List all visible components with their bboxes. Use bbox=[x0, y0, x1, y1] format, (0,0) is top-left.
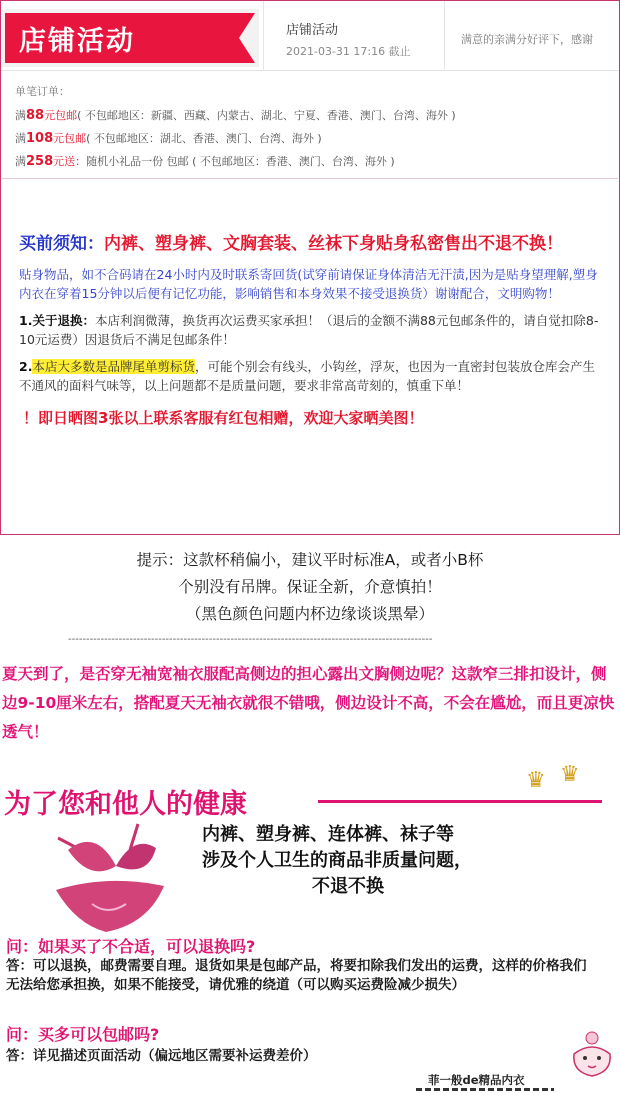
notice-title: 买前须知：内裤、塑身裤、文胸套装、丝袜下身贴身私密售出不退不换！ bbox=[19, 234, 563, 254]
rule-row: 满108元包邮( 不包邮地区：湖北、香港、澳门、台湾、海外 ) bbox=[15, 131, 322, 146]
faq-answer: 答：可以退换，邮费需要自理。退货如果是包邮产品，将要扣除我们发出的运费，这样的价格我们无法给您承担换，如果不能接受，请优雅的绕道（可以购买运费险减少损失） bbox=[6, 958, 587, 993]
shipping-rules bbox=[15, 83, 456, 173]
faq-question: 问：如果买了不合适，可以退换吗? bbox=[6, 937, 256, 956]
tip-line: 个别没有吊牌。保证全新，介意慎拍！ bbox=[178, 578, 442, 596]
review-note: 满意的亲满分好评下，感谢 bbox=[461, 33, 593, 46]
promo-banner bbox=[1, 9, 259, 67]
faq-return bbox=[6, 934, 596, 995]
faq-shipping bbox=[6, 1022, 596, 1066]
store-promo-card bbox=[0, 0, 620, 535]
promo-header bbox=[1, 1, 619, 71]
title-underline bbox=[318, 800, 602, 803]
signature-underline bbox=[416, 1088, 554, 1091]
notice-item-return: 1.关于退换：本店利润微薄，换货再次运费买家承担！（退后的金额不满88元包邮条件的，请自觉扣除8-10元运费）因退货后不满足包邮条件！ bbox=[19, 313, 599, 347]
rules-caption: 单笔订单： bbox=[15, 85, 70, 98]
crown-icon: ♛ bbox=[560, 762, 580, 787]
health-title: 为了您和他人的健康 bbox=[4, 789, 247, 820]
tip-line: （黑色颜色问题内杯边缘谈谈黑晕） bbox=[185, 605, 434, 623]
purchase-notice bbox=[19, 229, 605, 428]
notice-item-quality: 2.本店大多数是品牌尾单剪标货，可能个别会有线头，小钩丝，浮灰，也因为一直密封包装放仓库会产生不通风的面料气味等，以上问题都不是质量问题，要求非常高苛刻的，慎重下单！ bbox=[19, 359, 595, 393]
product-tips bbox=[0, 547, 620, 628]
no-return-policy: 内裤、塑身裤、连体裤、袜子等 涉及个人卫生的商品非质量问题， 不退不换 bbox=[202, 824, 472, 897]
promo-header-title: 店铺活动 bbox=[286, 23, 339, 38]
shop-signature: 菲一般de精品内衣 bbox=[428, 1073, 525, 1087]
photo-reward-line: ！即日晒图3张以上联系客服有红包相赠，欢迎大家晒美图！ bbox=[23, 409, 424, 427]
rule-row: 满258元送：随机小礼品一份 包邮 ( 不包邮地区：香港、澳门、台湾、海外 ) bbox=[15, 154, 395, 169]
dashed-divider: ----------------------------------------------------------------------------------------------------- bbox=[68, 636, 433, 645]
promo-deadline: 2021-03-31 17:16 截止 bbox=[286, 45, 411, 58]
promo-info bbox=[263, 1, 445, 71]
faq-answer: 答：详见描述页面活动（偏远地区需要补运费差价） bbox=[6, 1048, 317, 1064]
summer-description: 夏天到了，是否穿无袖宽袖衣服配高侧边的担心露出文胸侧边呢？这款窄三排扣设计，侧边9-10厘米左右，搭配夏天无袖衣就很不错哦，侧边设计不高，不会在尴尬，而且更凉快透气！ bbox=[2, 665, 615, 741]
rule-row: 满88元包邮( 不包邮地区：新疆、西藏、内蒙古、湖北、宁夏、香港、澳门、台湾、海外 ) bbox=[15, 108, 456, 123]
bikini-illustration bbox=[38, 820, 198, 940]
crown-icon: ♛ bbox=[526, 768, 546, 793]
tip-line: 提示：这款杯稍偏小，建议平时标准A，或者小B杯 bbox=[136, 551, 484, 569]
banner-title: 店铺活动 bbox=[19, 26, 135, 57]
notice-body: 贴身物品，如不合码请在24小时内及时联系寄回货(试穿前请保证身体清洁无汗渍,因为是贴身望理解,塑身内衣在穿着15分钟以后便有记忆功能，影响销售和本身效果不接受退换货）谢谢配合，文明购物！ bbox=[19, 267, 598, 301]
cat-sticker bbox=[566, 1026, 618, 1080]
divider bbox=[2, 178, 618, 179]
faq-question: 问：买多可以包邮吗? bbox=[6, 1025, 160, 1044]
